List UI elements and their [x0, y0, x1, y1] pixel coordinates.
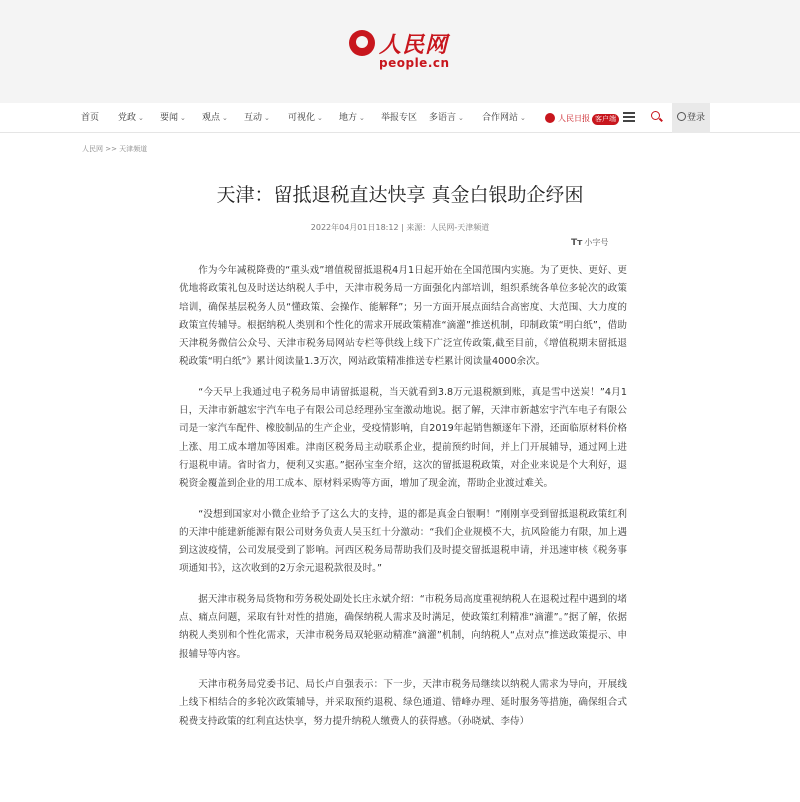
nav-item-label: 举报专区: [381, 113, 418, 123]
nav-item-opinion[interactable]: [202, 103, 228, 133]
nav-item-label: 党政: [118, 113, 137, 123]
article-paragraph: 天津市税务局党委书记、局长卢自强表示：下一步，天津市税务局继续以纳税人需求为导向，开展线上线下相结合的多轮次政策辅导，并采取预约退税、绿色通道、错峰办理、延时服务等措施，确保组合式税费支持政策的红利直达快享，努力提升纳税人缴费人的获得感。（孙晓斌、李侍）: [179, 678, 627, 727]
chevron-down-icon: ⌄: [520, 114, 526, 122]
chevron-down-icon: ⌄: [138, 114, 144, 122]
nav-item-label: 要闻: [160, 113, 179, 123]
logo-cn-text: 人民网: [379, 32, 449, 58]
chevron-down-icon: ⌄: [359, 114, 365, 122]
nav-item-home[interactable]: [81, 103, 99, 133]
chevron-down-icon: ⌄: [317, 114, 323, 122]
nav-item-label: 地方: [339, 113, 358, 123]
article-paragraph: “没想到国家对小微企业给予了这么大的支持，退的都是真金白银啊！”刚刚享受到留抵退税政策红利的天津中能建新能源有限公司财务负责人吴玉红十分激动：“我们企业规模不大，抗风险能力有限，加上遇到这波疫情，公司发展受到了影响。河西区税务局帮助我们及时提交留抵退税申请，并迅速审核《税务事项通知书》，这次收到的2万余元退税款很及时。”: [179, 508, 627, 575]
app-pill: 客户端: [592, 114, 619, 125]
article-body: [179, 262, 627, 743]
app-logo-icon: [545, 113, 555, 123]
hamburger-menu-icon[interactable]: [623, 112, 635, 122]
font-size-icon: Tт: [571, 238, 583, 248]
font-size-toggle[interactable]: [571, 237, 608, 248]
nav-item-label: 观点: [202, 113, 221, 123]
font-size-label: 小字号: [584, 238, 609, 247]
nav-item-visual[interactable]: [288, 103, 323, 133]
user-icon: [677, 112, 686, 121]
nav-item-label: 首页: [81, 113, 100, 123]
nav-item-label: 可视化: [288, 113, 316, 123]
nav-item-label: 多语言: [429, 113, 457, 123]
article-paragraph: “今天早上我通过电子税务局申请留抵退税，当天就看到3.8万元退税额到账，真是雪中送炭！”4月1日，天津市新越宏宇汽车电子有限公司总经理孙宝奎激动地说。据了解，天津市新越宏宇汽车电子有限公司是一家汽车配件、橡胶制品的生产企业，受疫情影响，自2019年起销售额逐年下滑，还面临原材料价格上涨、用工成本增加等困难。津南区税务局主动联系企业，提前预约时间，并上门开展辅导，通过网上进行退税申请。省时省力，便利又实惠。”据孙宝奎介绍，这次的留抵退税政策，对企业来说是个大利好，退税资金覆盖到企业的用工成本、原材料采购等方面，增加了现金流，帮助企业渡过难关。: [179, 386, 627, 490]
nav-item-party[interactable]: [118, 103, 144, 133]
app-label: 人民日报: [558, 114, 590, 123]
site-logo[interactable]: [349, 26, 459, 78]
chevron-down-icon: ⌄: [222, 114, 228, 122]
breadcrumb[interactable]: 人民网 >> 天津频道: [82, 145, 148, 153]
article-paragraph: 作为今年减税降费的“重头戏”增值税留抵退税4月1日起开始在全国范围内实施。为了更快、更好、更优地将政策礼包及时送达纳税人手中，天津市税务局一方面强化内部培训，组织系统各单位多轮次的政策培训，确保基层税务人员“懂政策、会操作、能解释”；另一方面开展点面结合高密度、大范围、大力度的政策宣传辅导。根据纳税人类别和个性化的需求开展政策精准“滴灌”推送机制，印制政策“明白纸”，借助天津税务微信公众号、天津市税务局网站专栏等供线上线下广泛宣传政策,截至目前，《增值税期末留抵退税政策“明白纸”》累计阅读量1.3万次，网站政策精准推送专栏累计阅读量4000余次。: [179, 265, 627, 368]
login-button[interactable]: [672, 103, 710, 133]
article-meta: 2022年04月01日18:12 | 来源：人民网-天津频道: [310, 223, 490, 232]
search-icon[interactable]: [651, 111, 663, 123]
nav-item-news[interactable]: [160, 103, 186, 133]
site-header: [0, 0, 800, 103]
article-title: 天津：留抵退税直达快享 真金白银助企纾困: [216, 184, 584, 206]
app-download-link[interactable]: [545, 111, 619, 126]
article-paragraph: 据天津市税务局货物和劳务税处副处长庄永斌介绍：“市税务局高度重视纳税人在退税过程中遇到的堵点、痛点问题，采取有针对性的措施，确保纳税人需求及时满足，使政策红利精准“滴灌”。”据了解，依据纳税人类别和个性化需求，天津市税务局双轮驱动精准“滴灌”机制，向纳税人“点对点”推送政策提示、申报辅导等内容。: [179, 593, 627, 660]
chevron-down-icon: ⌄: [458, 114, 464, 122]
logo-mark-icon: [349, 30, 375, 56]
nav-item-label: 合作网站: [482, 113, 519, 123]
logo-en-text: people.cn: [379, 56, 450, 70]
login-label: 登录: [686, 113, 705, 123]
chevron-down-icon: ⌄: [264, 114, 270, 122]
nav-item-interact[interactable]: [244, 103, 270, 133]
nav-item-languages[interactable]: [429, 103, 464, 133]
nav-item-partners[interactable]: [482, 103, 526, 133]
nav-item-report[interactable]: [381, 103, 417, 133]
chevron-down-icon: ⌄: [180, 114, 186, 122]
main-nav: [0, 103, 800, 133]
nav-item-label: 互动: [244, 113, 263, 123]
nav-item-local[interactable]: [339, 103, 365, 133]
